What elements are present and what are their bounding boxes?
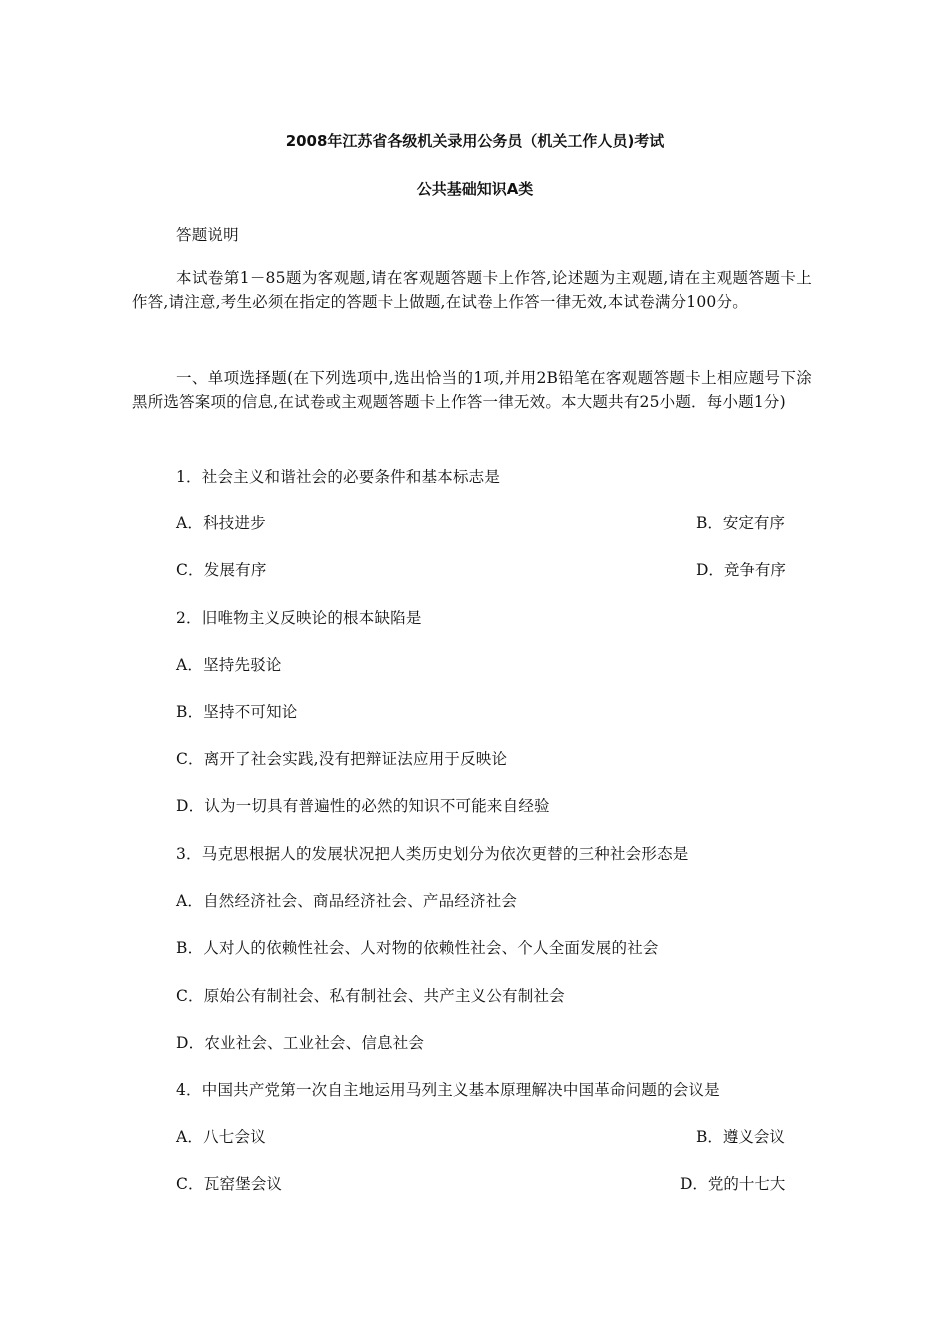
question-2-stem: 2．旧唯物主义反映论的根本缺陷是 [176,609,422,627]
question-2-option-d: D．认为一切具有普遍性的必然的知识不可能来自经验 [176,797,550,815]
question-1-option-d: D．竞争有序 [696,561,786,579]
question-4-stem: 4．中国共产党第一次自主地运用马列主义基本原理解决中国革命问题的会议是 [176,1081,720,1099]
question-1-option-a: A．科技进步 [176,514,266,532]
question-1-option-c: C．发展有序 [176,561,267,579]
question-3-option-c: C．原始公有制社会、私有制社会、共产主义公有制社会 [176,987,565,1005]
section-one-paragraph: 一、单项选择题(在下列选项中,选出恰当的1项,并用2B铅笔在客观题答题卡上相应题号下涂黑所选答案项的信息,在试卷或主观题答题卡上作答一律无效。本大题共有25小题．每小题1分) [132,369,812,411]
question-1-stem: 1．社会主义和谐社会的必要条件和基本标志是 [176,468,501,486]
question-3-option-b: B．人对人的依赖性社会、人对物的依赖性社会、个人全面发展的社会 [176,939,659,957]
question-4-option-d: D．党的十七大 [680,1175,786,1193]
question-4-option-b: B．遵义会议 [696,1128,785,1146]
exam-subtitle: 公共基础知识A类 [416,180,534,198]
exam-title: 2008年江苏省各级机关录用公务员（机关工作人员)考试 [285,132,665,150]
instructions-paragraph: 本试卷第1－85题为客观题,请在客观题答题卡上作答,论述题为主观题,请在主观题答题卡上作答,请注意,考生必须在指定的答题卡上做题,在试卷上作答一律无效,本试卷满分100分。 [132,269,812,311]
question-1-option-b: B．安定有序 [696,514,785,532]
question-4-option-c: C．瓦窑堡会议 [176,1175,283,1193]
question-4-option-a: A．八七会议 [176,1128,266,1146]
question-3-stem: 3．马克思根据人的发展状况把人类历史划分为依次更替的三种社会形态是 [176,845,689,863]
question-3-option-a: A．自然经济社会、商品经济社会、产品经济社会 [176,892,518,910]
instructions-heading: 答题说明 [176,226,239,244]
question-2-option-a: A．坚持先驳论 [176,656,282,674]
question-2-option-b: B．坚持不可知论 [176,703,298,721]
question-2-option-c: C．离开了社会实践,没有把辩证法应用于反映论 [176,750,508,768]
question-3-option-d: D．农业社会、工业社会、信息社会 [176,1034,425,1052]
